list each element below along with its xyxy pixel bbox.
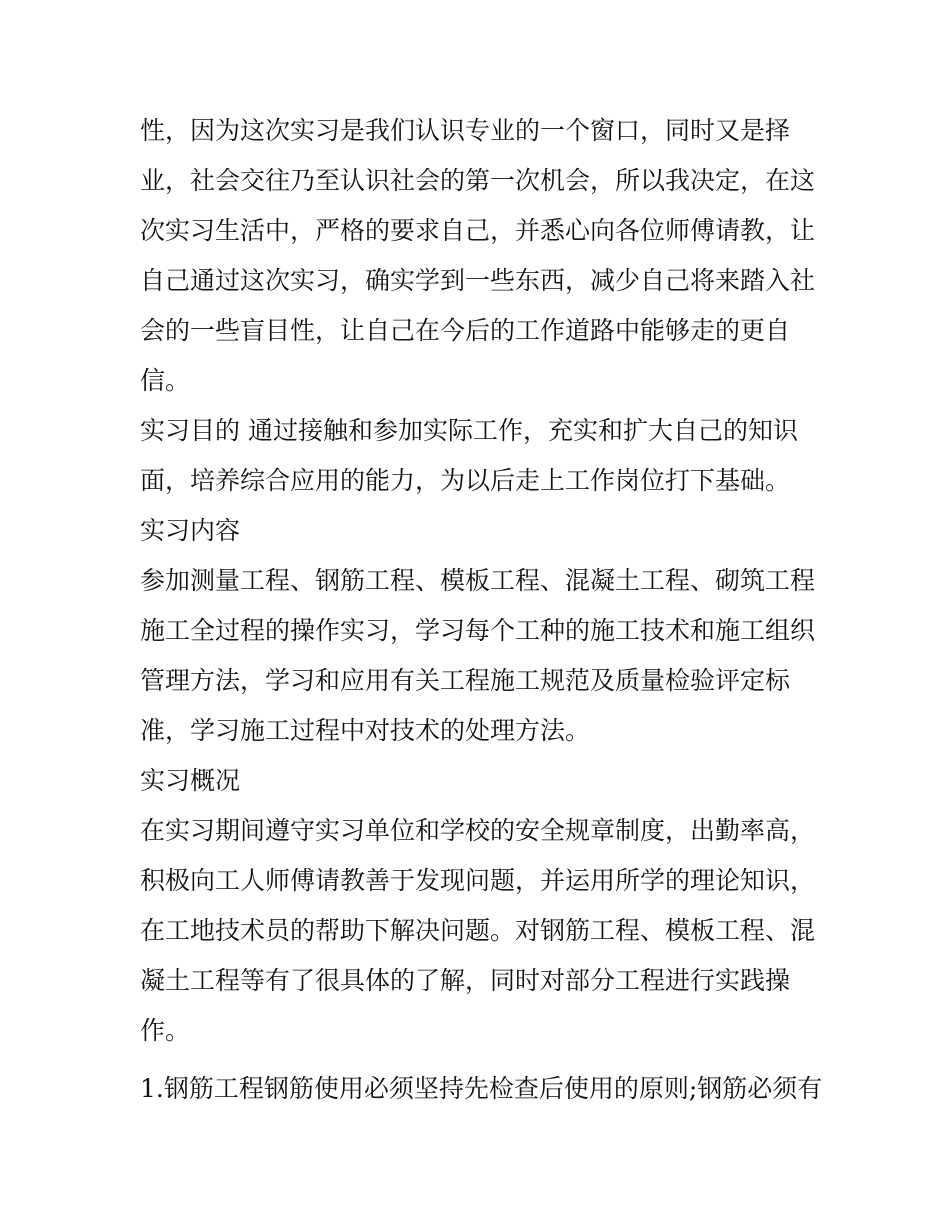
text-line: 1.钢筋工程钢筋使用必须坚持先检查后使用的原则;钢筋必须有	[140, 1074, 823, 1103]
text-line: 信。	[140, 366, 191, 395]
document-body	[140, 106, 823, 1114]
text-line: 在工地技术员的帮助下解决问题。对钢筋工程、模板工程、混	[140, 916, 816, 945]
text-line: 会的一些盲目性，让自己在今后的工作道路中能够走的更自	[140, 316, 791, 345]
section-heading: 实习内容	[140, 516, 241, 545]
text-line: 在实习期间遵守实习单位和学校的安全规章制度，出勤率高，	[140, 816, 816, 845]
section-heading: 实习概况	[140, 766, 241, 795]
text-line: 作。	[140, 1016, 191, 1045]
text-line: 积极向工人师傅请教善于发现问题，并运用所学的理论知识，	[140, 866, 816, 895]
text-line: 管理方法，学习和应用有关工程施工规范及质量检验评定标	[140, 666, 791, 695]
text-line: 次实习生活中，严格的要求自己，并悉心向各位师傅请教，让	[140, 216, 816, 245]
text-line: 凝土工程等有了很具体的了解，同时对部分工程进行实践操	[140, 966, 791, 995]
text-line: 施工全过程的操作实习，学习每个工种的施工技术和施工组织	[140, 616, 816, 645]
text-line: 性，因为这次实习是我们认识专业的一个窗口，同时又是择	[140, 116, 791, 145]
text-line: 实习目的 通过接触和参加实际工作，充实和扩大自己的知识	[140, 416, 798, 445]
text-line: 面，培养综合应用的能力，为以后走上工作岗位打下基础。	[140, 466, 791, 495]
text-line: 准，学习施工过程中对技术的处理方法。	[140, 716, 591, 745]
text-line: 参加测量工程、钢筋工程、模板工程、混凝土工程、砌筑工程	[140, 566, 816, 595]
text-line: 业，社会交往乃至认识社会的第一次机会，所以我决定，在这	[140, 166, 816, 195]
text-line: 自己通过这次实习，确实学到一些东西，减少自己将来踏入社	[140, 266, 816, 295]
